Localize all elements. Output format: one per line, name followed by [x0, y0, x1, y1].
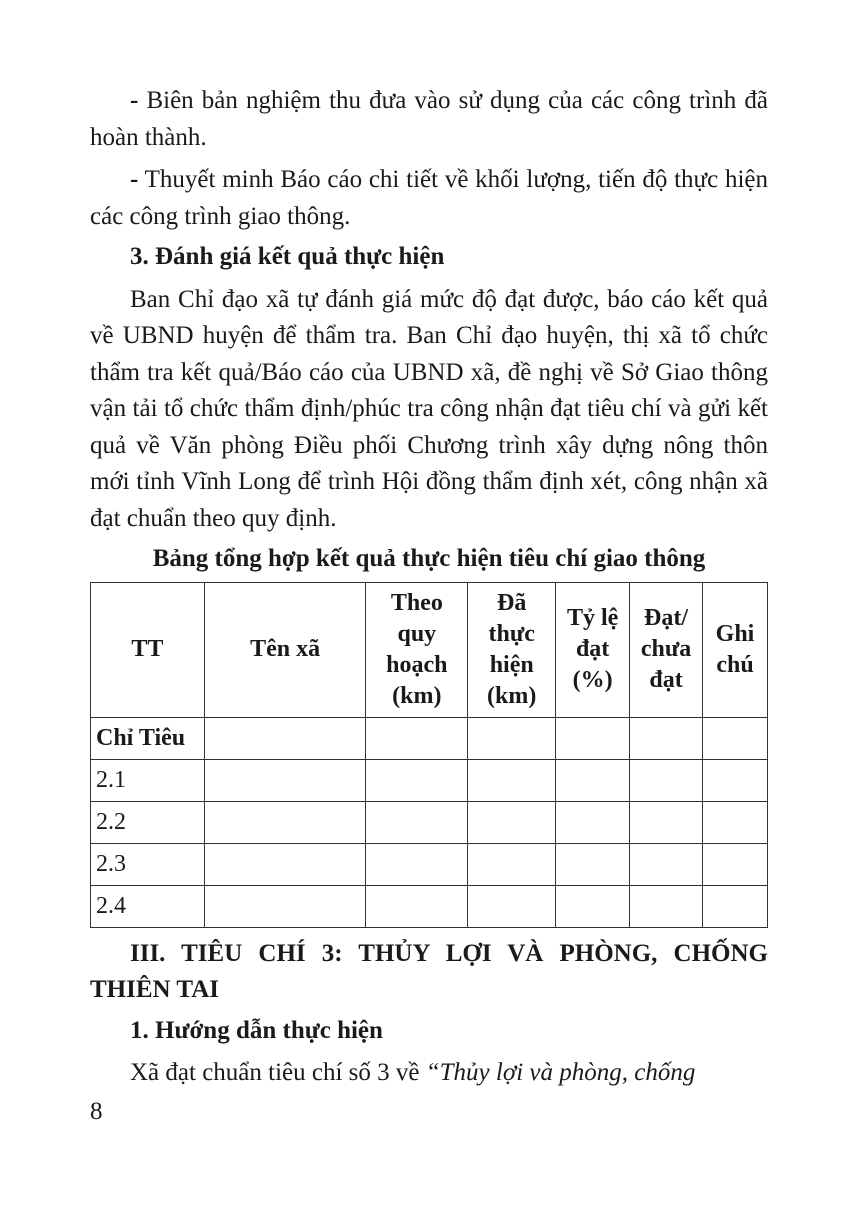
- header-cell: Đã thực hiện (km): [468, 582, 556, 717]
- section-heading: 3. Đánh giá kết quả thực hiện: [130, 243, 445, 270]
- document-page: [90, 78, 768, 1092]
- row-label: 2.4: [91, 885, 205, 927]
- row-label: Chỉ Tiêu: [91, 717, 205, 759]
- header-cell: Theo quy hoạch (km): [366, 582, 468, 717]
- table-row: [91, 759, 768, 801]
- header-cell: Đạt/ chưa đạt: [630, 582, 703, 717]
- header-cell: TT: [91, 582, 205, 717]
- table-row: [91, 885, 768, 927]
- row-label: 2.2: [91, 801, 205, 843]
- body-paragraph: Xã đạt chuẩn tiêu chí số 3 về “Thủy lợi và phòng, chống: [130, 1059, 696, 1086]
- body-paragraph: Ban Chỉ đạo xã tự đánh giá mức độ đạt được, báo cáo kết quả về UBND huyện để thẩm tra. Ban Chỉ đạo huyện, thị xã tổ chức thẩm tra kết quả/Báo cáo của UBND xã, đề nghị về Sở Giao thông vận tải tổ chức thẩm định/phúc tra công nhận đạt tiêu chí và gửi kết quả về Văn phòng Điều phối Chương trình xây dựng nông thôn mới tỉnh Vĩnh Long để trình Hội đồng thẩm định xét, công nhận xã đạt chuẩn theo quy định.: [90, 285, 768, 532]
- table-header-row: [91, 582, 768, 717]
- page-number: 8: [90, 1098, 103, 1125]
- table-row: [91, 801, 768, 843]
- table-caption: Bảng tổng hợp kết quả thực hiện tiêu chí giao thông: [152, 545, 706, 572]
- row-label: 2.1: [91, 759, 205, 801]
- header-cell: Tỷ lệ đạt (%): [556, 582, 630, 717]
- table-row: [91, 717, 768, 759]
- header-cell: Ghi chú: [703, 582, 768, 717]
- row-label: 2.3: [91, 843, 205, 885]
- section-heading: 1. Hướng dẫn thực hiện: [130, 1016, 383, 1044]
- header-cell: Tên xã: [204, 582, 366, 717]
- summary-table: [90, 582, 768, 928]
- chapter-heading: III. TIÊU CHÍ 3: THỦY LỢI VÀ PHÒNG, CHỐNG THIÊN TAI: [90, 939, 768, 1003]
- bullet-item: - Biên bản nghiệm thu đưa vào sử dụng của các công trình đã hoàn thành.: [90, 87, 768, 151]
- table-row: [91, 843, 768, 885]
- bullet-item: - Thuyết minh Báo cáo chi tiết về khối lượng, tiến độ thực hiện các công trình giao thông.: [90, 166, 768, 230]
